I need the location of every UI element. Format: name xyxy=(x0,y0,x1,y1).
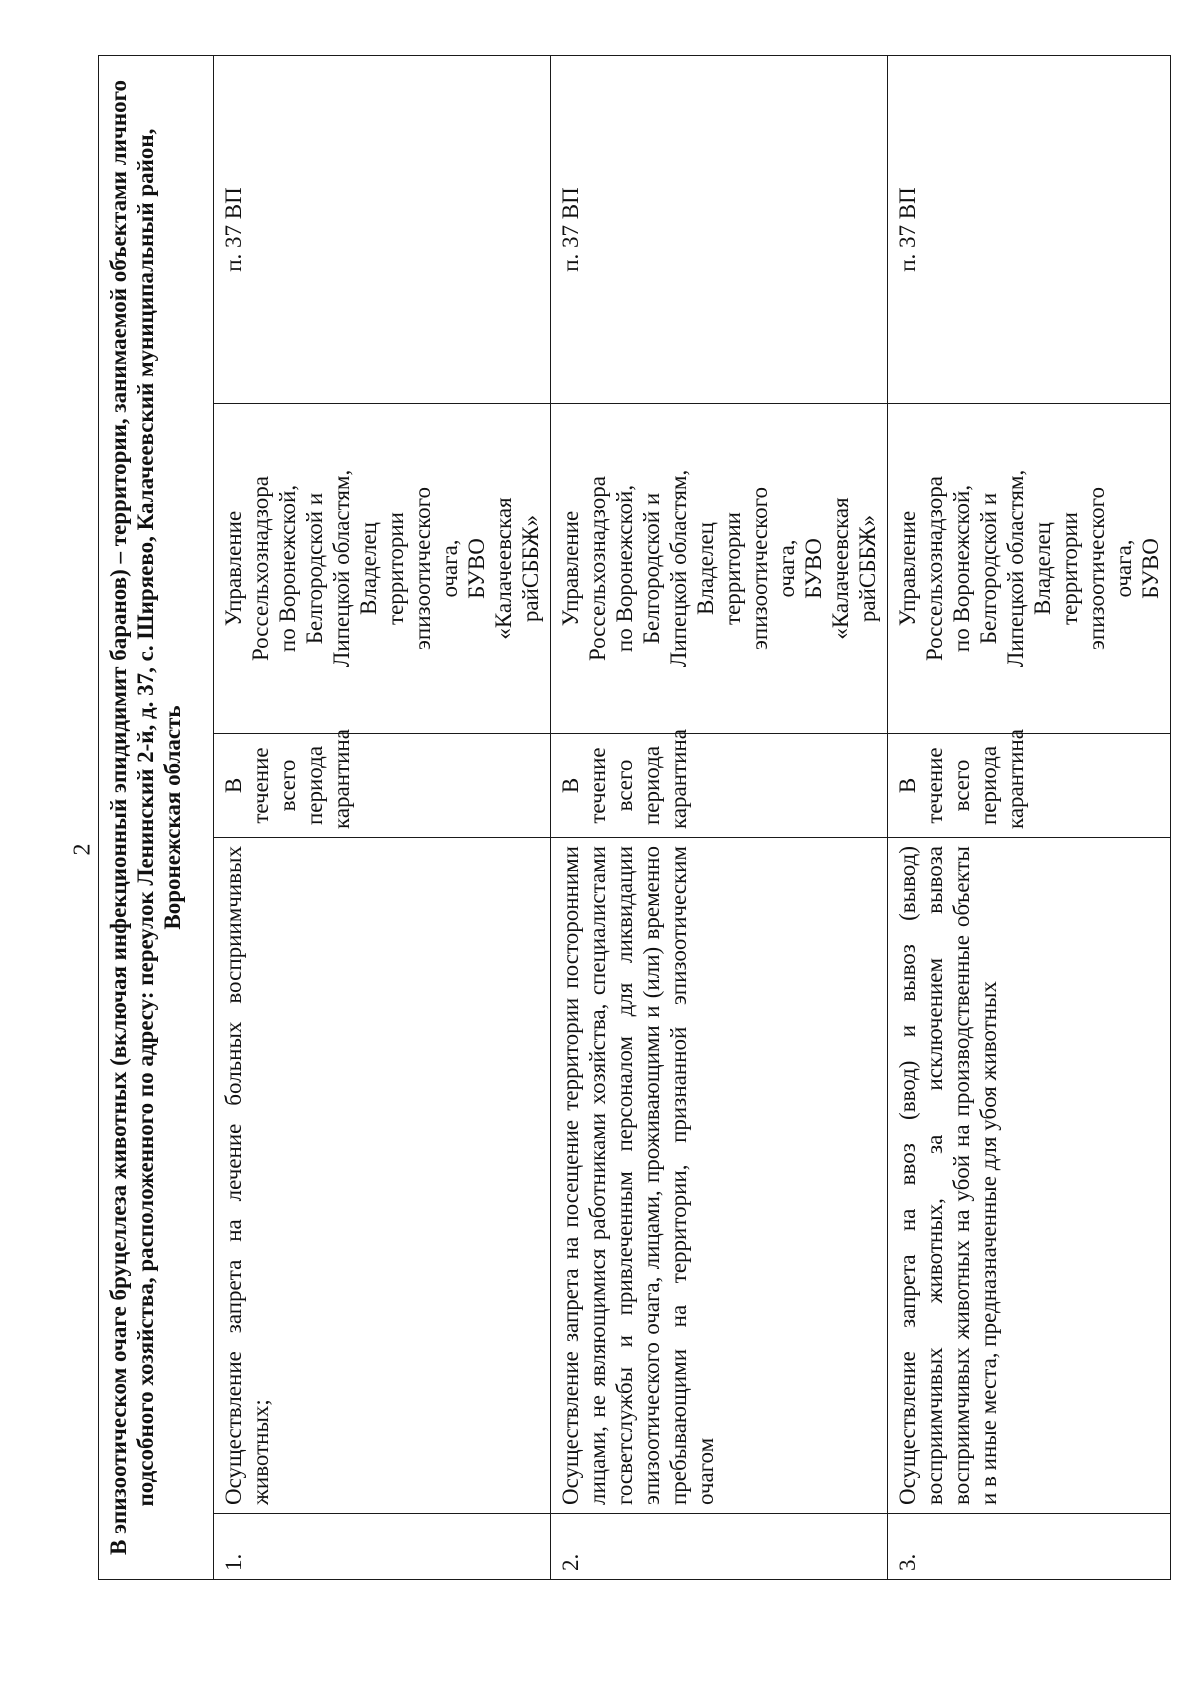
executor-line: Управление xyxy=(895,510,920,627)
executor-cell xyxy=(888,404,1171,734)
executor-line: эпизоотического xyxy=(410,487,435,650)
rotated-sheet xyxy=(98,56,1163,1580)
executor-line: по Воронежской, xyxy=(275,484,300,653)
measures-table xyxy=(98,55,1171,1580)
executor-line: БУВО xyxy=(801,538,826,599)
executor-line: территории xyxy=(1057,512,1082,625)
measure-cell: Осуществление запрета на ввоз (ввод) и вывоз (вывод) восприимчивых животных, за исключением вывоза восприимчивых животных на убой на производственные объекты и в иные места, предназначенные для убоя животных xyxy=(888,838,1171,1514)
term-cell: В течение всего периода карантина xyxy=(551,734,888,838)
table-heading: В эпизоотическом очаге бруцеллеза животных (включая инфекционный эпидидимит баранов) – территории, занимаемой объектами личного подсобного хозяйства, расположенного по адресу: переулок Ленинский 2-й, д. 37, с. Ширяево, Калачеевский муниципальный район, Воронежская область xyxy=(99,56,214,1580)
executor-line: очага, xyxy=(1111,539,1136,598)
executor-line: Владелец xyxy=(1030,522,1055,615)
executor-line: эпизоотического xyxy=(1084,487,1109,650)
table-row xyxy=(888,56,1171,1580)
measure-cell: Осуществление запрета на посещение территории посторонними лицами, не являющимися работниками хозяйства, специалистами госветслужбы и привлеченным персоналом для ликвидации эпизоотического очага, лицами, проживающими и (или) временно пребывающими на территории, признанной эпизоотическим очагом xyxy=(551,838,888,1514)
table-row xyxy=(551,56,888,1580)
executor-line: Россельхознадзора xyxy=(585,475,610,662)
executor-line: райСББЖ» xyxy=(855,514,880,623)
executor-line: Владелец xyxy=(356,522,381,615)
executor-line: БУВО xyxy=(1138,538,1163,599)
executor-line: Россельхознадзора xyxy=(922,475,947,662)
executor-line: Белгородской и xyxy=(976,492,1001,645)
executor-line: очага, xyxy=(774,539,799,598)
table-row xyxy=(214,56,551,1580)
executor-line: Белгородской и xyxy=(302,492,327,645)
executor-line: по Воронежской, xyxy=(949,484,974,653)
executor-line: территории xyxy=(383,512,408,625)
basis-cell: п. 37 ВП xyxy=(214,56,551,404)
basis-cell: п. 37 ВП xyxy=(551,56,888,404)
basis-cell: п. 37 ВП xyxy=(888,56,1171,404)
executor-cell xyxy=(214,404,551,734)
executor-line: БУВО xyxy=(464,538,489,599)
row-number: 2. xyxy=(551,1514,888,1580)
executor-line: Россельхознадзора xyxy=(248,475,273,662)
row-number: 1. xyxy=(214,1514,551,1580)
term-cell: В течение всего периода карантина xyxy=(214,734,551,838)
executor-line: Владелец xyxy=(693,522,718,615)
term-cell: В течение всего периода карантина xyxy=(888,734,1171,838)
executor-line: Липецкой областям, xyxy=(666,469,691,668)
executor-line: по Воронежской, xyxy=(612,484,637,653)
executor-line: Управление xyxy=(558,510,583,627)
executor-line: «Калачеевская xyxy=(491,497,516,640)
executor-line: Управление xyxy=(221,510,246,627)
executor-line: Белгородской и xyxy=(639,492,664,645)
page-number: 2 xyxy=(69,843,96,856)
table-heading-row xyxy=(99,56,214,1580)
executor-line: Липецкой областям, xyxy=(329,469,354,668)
executor-line: райСББЖ» xyxy=(518,514,543,623)
executor-line: Липецкой областям, xyxy=(1003,469,1028,668)
executor-cell xyxy=(551,404,888,734)
measure-cell: Осуществление запрета на лечение больных восприимчивых животных; xyxy=(214,838,551,1514)
executor-line: территории xyxy=(720,512,745,625)
executor-line: эпизоотического xyxy=(747,487,772,650)
executor-line: «Калачеевская xyxy=(828,497,853,640)
executor-line: очага, xyxy=(437,539,462,598)
row-number: 3. xyxy=(888,1514,1171,1580)
